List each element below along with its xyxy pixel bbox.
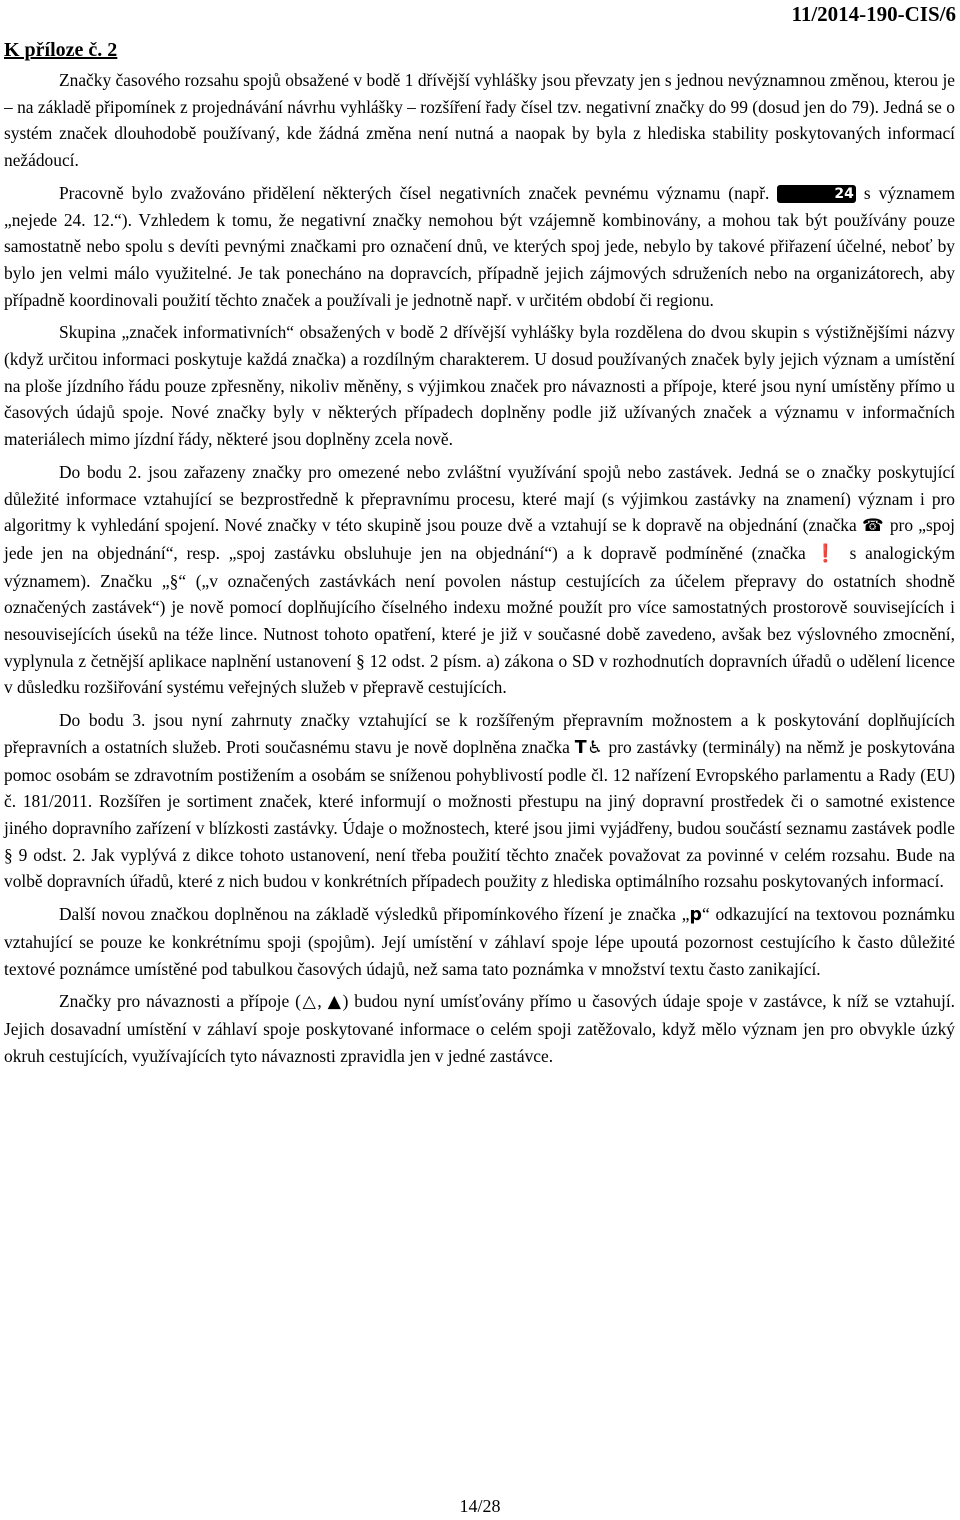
paragraph-7-separator: , xyxy=(317,991,322,1012)
connection-triangle-open-icon: △ xyxy=(300,992,318,1013)
paragraph-1: Značky časového rozsahu spojů obsažené v bodě 1 dřívější vyhlášky jsou převzaty jen s jednou nevýznamnou změnou, kterou je – na základě připomínek z projednávání návrhu vyhlášky – rozšíření řady čísel tzv. negativní značky do 99 (dosud jen do 79). Jedná se o systém značek dlouhodobě používaný, kde žádná změna není nutná a naopak by byla z hlediska stability poskytovaných informací nežádoucí. xyxy=(4,70,955,171)
attachment-title: K příloze č. 2 xyxy=(4,39,118,61)
paragraph-6-text-b: “ odkazující na textovou poznámku vztahující se pouze ke konkrétnímu spoji (spojům). Její umístění v záhlaví spoje lépe upoutá pozornost cestujícího k často důležité textové poznámce umístěné pod tabulkou časových údajů, než sama tato poznámka v množství textu často zanikající. xyxy=(4,904,955,979)
paragraph-2 xyxy=(4,180,955,314)
paragraph-4-text-b: pro „spoj jede jen na objednání“, resp. „spoj zastávku obsluhuje jen na objednání“) a k dopravě podmíněné (značka xyxy=(4,515,955,563)
reference-number: 11/2014-190-CIS/6 xyxy=(791,2,956,26)
connection-triangle-filled-icon: ▲ xyxy=(327,992,343,1013)
document-body xyxy=(4,67,955,1075)
paragraph-5 xyxy=(4,707,955,895)
paragraph-5-text-b: pro zastávky (terminály) na němž je poskytována pomoc osobám se zdravotním postižením a osobám se sníženou pohyblivostí podle čl. 12 nařízení Evropského parlamentu a Rady (EU) č. 181/2011. Rozšířen je sortiment značek, které informují o možnosti přestupu na jiný dopravní prostředek či o samotné existence jiného dopravního zařízení v blízkosti zastávky. Údaje o možnostech, které jsou jimi vyjádřeny, budou součástí seznamu zastávek podle § 9 odst. 2. Jak vyplývá z dikce tohoto ustanovení, není třeba použití těchto značek považovat za povinné v celém rozsahu. Bude na volbě dopravních úřadů, které z nich budou v konkrétních případech použity z hlediska optimálního rozsahu poskytovaných informací. xyxy=(4,736,955,892)
paragraph-6 xyxy=(4,901,955,982)
paragraph-5-text-a: Do bodu 3. jsou nyní zahrnuty značky vztahující se k rozšířeným přepravním možnostem a k poskytování doplňujících přepravních a ostatních služeb. Proti současnému stavu je nově doplněna značka xyxy=(4,710,955,757)
note-p-icon: p xyxy=(689,905,702,926)
paragraph-4-text-c: s analogickým významem). Značku „§“ („v označených zastávkách není povolen nástup cestujících za účelem přepravy do ostatních shodně označených zastávek“) je nově pomocí doplňujícího číselného indexu možné použít pro více samostatných prostorově souvisejících i nesouvisejících úseků na téže lince. Nutnost tohoto opatření, které je již v současné době zavedeno, avšak bez výslovného zmocnění, vyplynula z četnější aplikace naplnění ustanovení § 12 odst. 2 písm. a) zákona o SD v rozhodnutích dopravních úřadů o udělení licence v důsledku rozšiřování systému veřejných služeb v přepravě cestujících. xyxy=(4,542,956,698)
paragraph-7-text-a: Značky pro návaznosti a přípoje ( xyxy=(59,991,301,1012)
paragraph-7 xyxy=(4,988,955,1069)
paragraph-7-text-b: ) budou nyní umísťovány přímo u časových údaje spoje v zastávce, k níž se vztahují. Jejich dosavadní umístění v záhlaví spoje poskytované informace o celém spoji zatěžovalo, když mělo význam jen pro obvykle úzký okruh cestujících, využívajících tyto návaznosti zpravidla jen v jedné zastávce. xyxy=(4,991,955,1066)
paragraph-2-text-b: s významem „nejede 24. 12.“). Vzhledem k tomu, že negativní značky nemohou být vzájemně kombinovány, a mohou tak být používány pouze samostatně nebo spolu s devíti pevnými značkami pro označení dnů, ve kterých spoj jede, nebylo by takové přiřazení účelné, neboť by bylo jen velmi málo využitelné. Je tak ponecháno na dopravcích, případně jejich zájmových sdruženích nebo na organizátorech, aby případně koordinovali použití těchto značek a používali je jednotně např. v určitém období či regionu. xyxy=(4,182,955,310)
paragraph-3: Skupina „značek informativních“ obsažených v bodě 2 dřívější vyhlášky byla rozdělena do dvou skupin s výstižnějšími názvy (když určitou informaci poskytuje každá značka) a rozdílným charakterem. U dosud používaných značek byly jejich význam a umístění na ploše jízdního řádu pouze zpřesněny, nikoliv měněny, s výjimkou značek pro návaznosti a přípoje, které jsou nyní umístěny přímo u časových údajů spoje. Nové značky byly v některých případech doplněny podle již užívaných značek a významu v informačních materiálech mimo jízdní řády, některé jsou doplněny zcela nově. xyxy=(4,322,955,450)
phone-icon: ☎ xyxy=(862,516,885,537)
paragraph-4 xyxy=(4,459,955,701)
paragraph-2-text-a: Pracovně bylo zvažováno přidělení některých čísel negativních značek pevnému významu (např. xyxy=(59,182,770,203)
exclamation-icon: ❗ xyxy=(814,543,841,564)
wheelchair-assistance-icon: T♿ xyxy=(574,737,604,758)
page-number: 14/28 xyxy=(459,1496,501,1516)
negative-day-24-icon: 24 xyxy=(777,185,855,203)
paragraph-6-text-a: Další novou značkou doplněnou na základě výsledků připomínkového řízení je značka „ xyxy=(59,904,690,925)
paragraph-4-text-a: Do bodu 2. jsou zařazeny značky pro omezené nebo zvláštní využívání spojů nebo zastávek. Jedná se o značky poskytující důležité informace vztahující se bezprostředně k přepravnímu procesu, které mají (s výjimkou zastávky na znamení) význam i pro algoritmy k vyhledání spojení. Nové značky v této skupině jsou pouze dvě a vztahují se k dopravě na objednání (značka xyxy=(4,461,955,536)
